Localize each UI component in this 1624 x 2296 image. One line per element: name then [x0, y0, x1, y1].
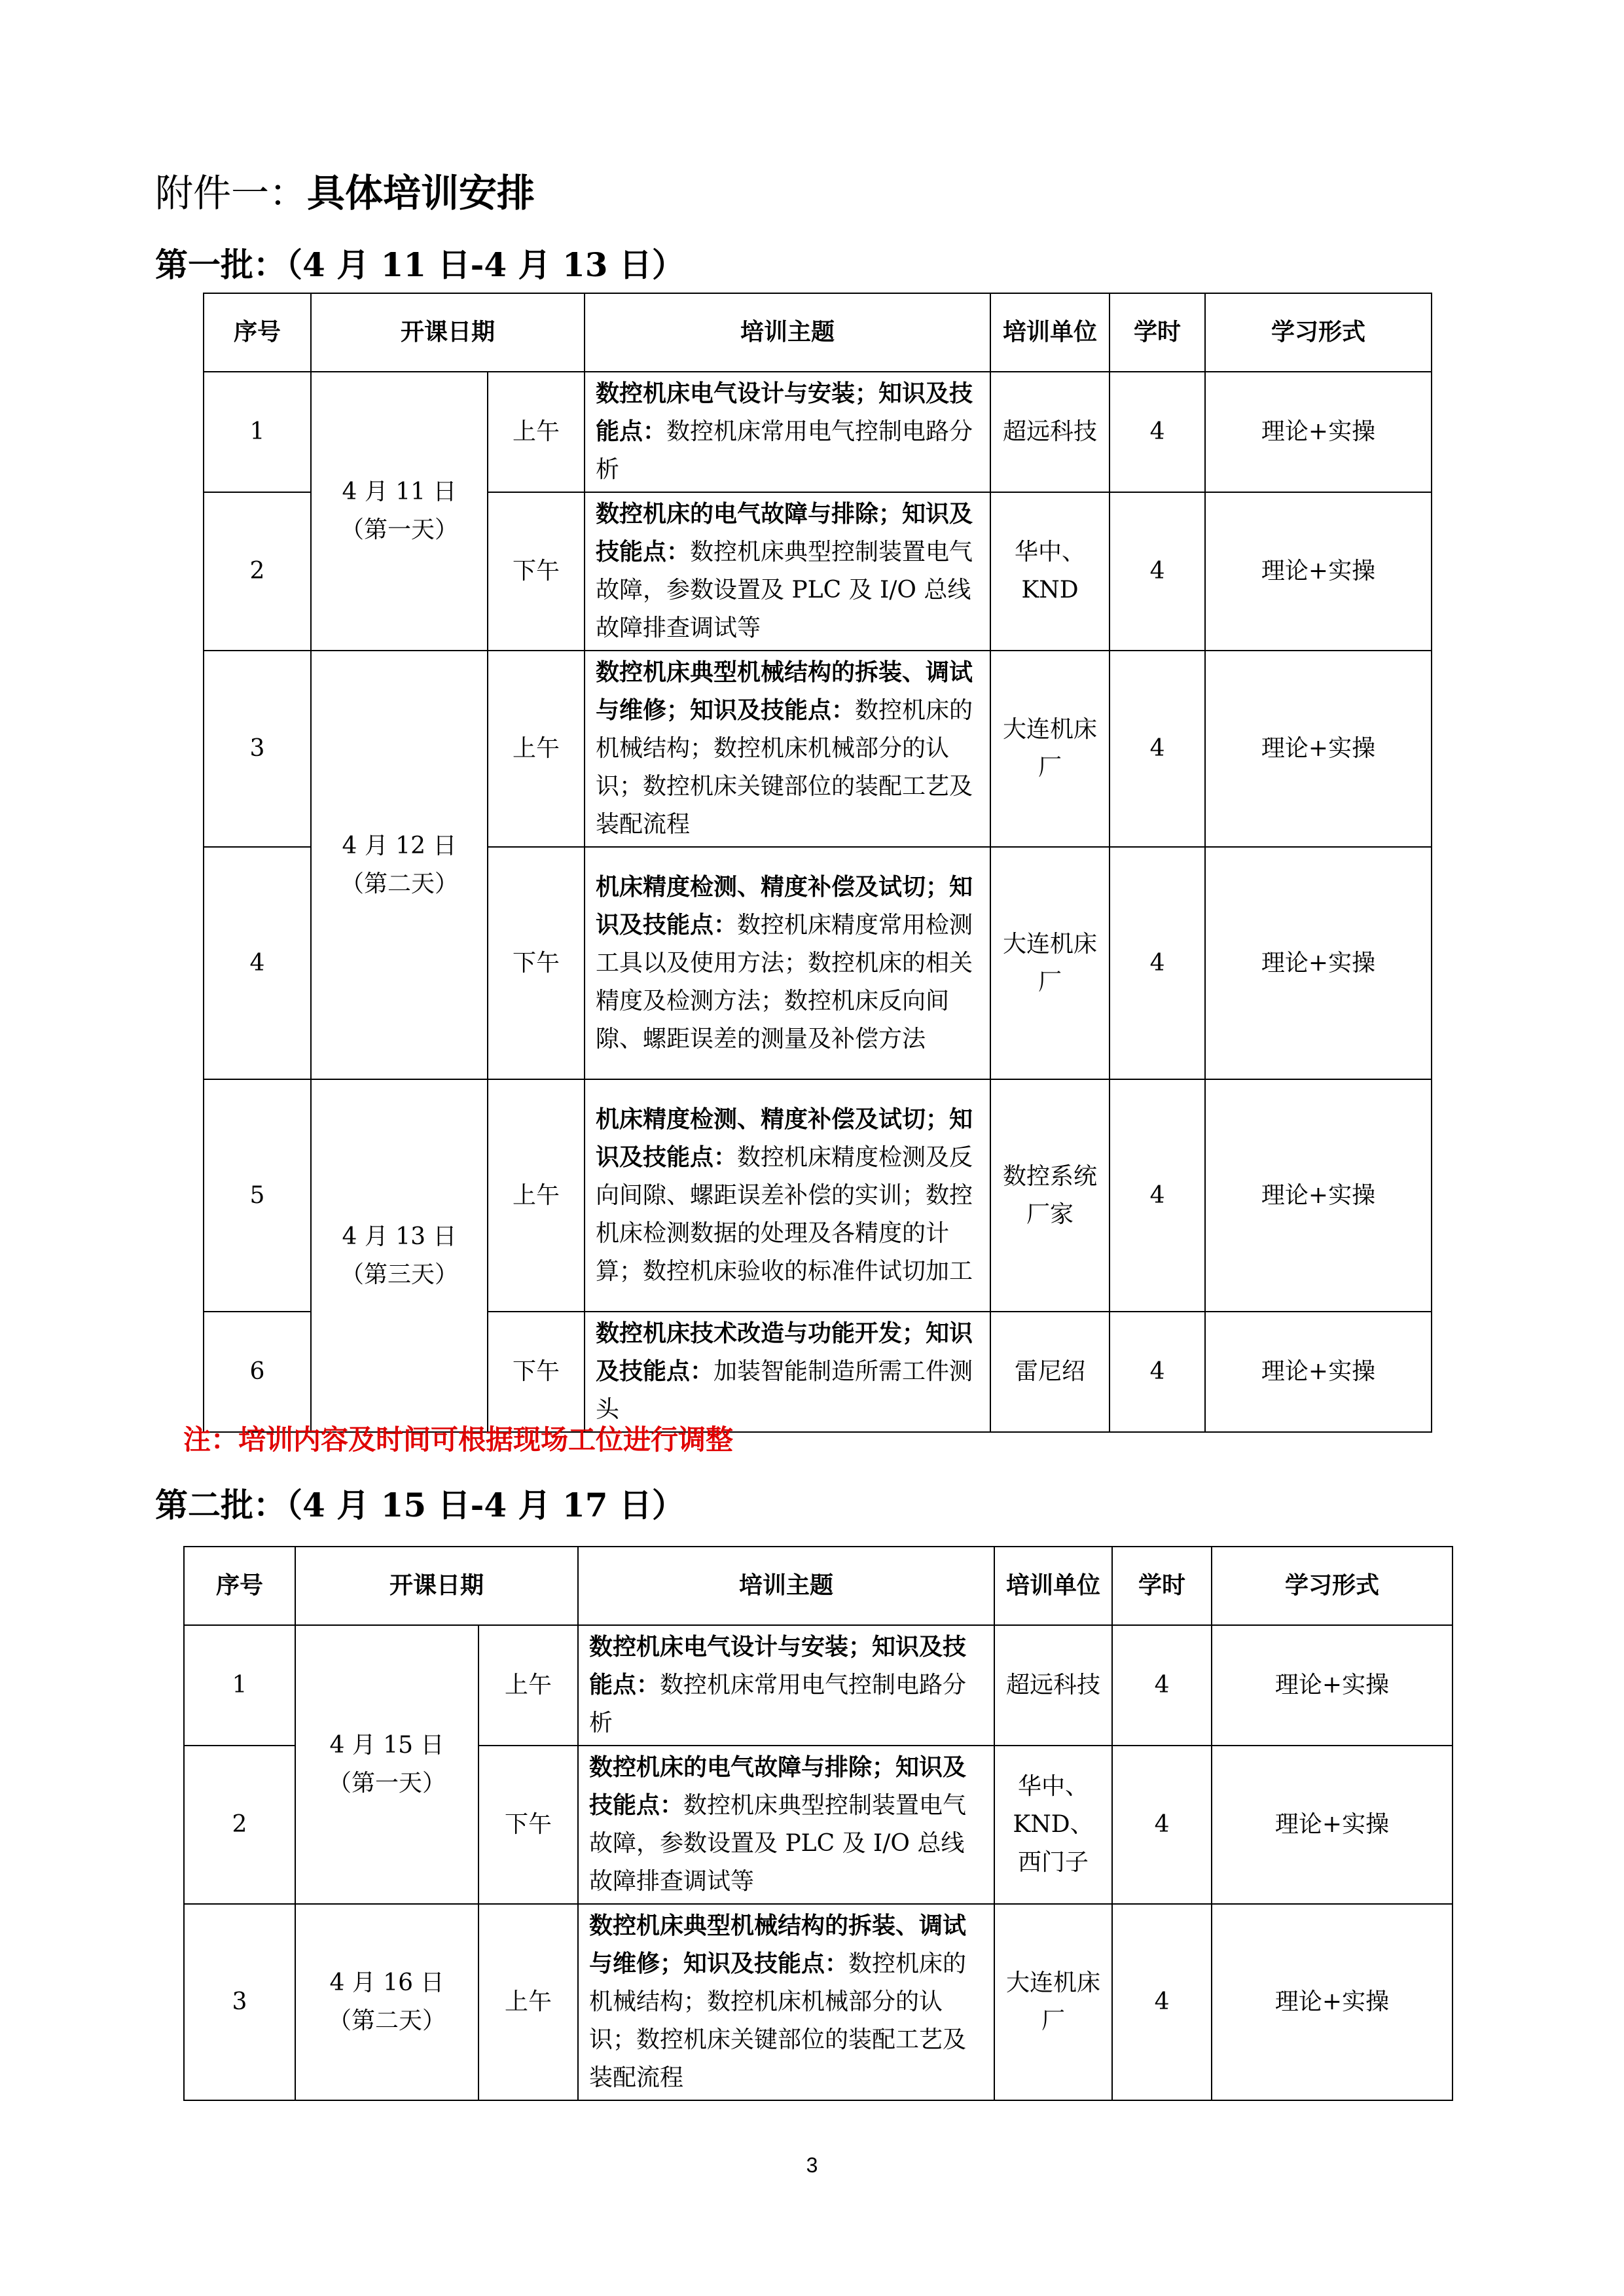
header-unit: 培训单位	[994, 1547, 1112, 1625]
form-cell: 理论+实操	[1212, 1625, 1453, 1746]
topic-kp: 数控机床的机械结构；数控机床机械部分的认识；数控机床关键部位的装配工艺及装配流程	[589, 1950, 967, 2091]
header-date: 开课日期	[295, 1547, 578, 1625]
day-label: （第二天）	[340, 870, 458, 897]
batch-1-name: 第一批：	[155, 245, 286, 284]
page-number: 3	[806, 2153, 818, 2177]
page-title	[155, 167, 535, 219]
header-date: 开课日期	[311, 293, 585, 372]
topic-title: 机床精度检测、精度补偿及试切；	[596, 873, 950, 901]
topic-kp: 加装智能制造所需工件测头	[596, 1358, 973, 1423]
hours-cell: 4	[1112, 1746, 1212, 1904]
hours-cell: 4	[1110, 1312, 1205, 1432]
row-no: 3	[184, 1904, 295, 2100]
unit-cell: 大连机床厂	[990, 847, 1110, 1079]
header-hours: 学时	[1110, 293, 1205, 372]
table-row	[204, 651, 1432, 847]
topic-cell	[585, 651, 990, 847]
table-row	[184, 1904, 1453, 2100]
period-cell: 上午	[488, 651, 585, 847]
hours-cell: 4	[1110, 651, 1205, 847]
topic-title: 数控机床的电气故障与排除；	[589, 1754, 896, 1781]
row-no: 3	[204, 651, 311, 847]
batch-1-dates: （4 月 11 日-4 月 13 日）	[286, 245, 685, 284]
date-cell	[295, 1625, 478, 1904]
topic-kp: 数控机床典型控制装置电气故障，参数设置及 PLC 及 I/O 总线故障排查调试等	[596, 539, 973, 641]
period-cell: 上午	[478, 1625, 578, 1746]
topic-kp: 数控机床精度常用检测工具以及使用方法；数控机床的相关精度及检测方法；数控机床反向间隙、螺距误差的测量及补偿方法	[596, 911, 973, 1052]
period-cell: 下午	[478, 1746, 578, 1904]
period-cell: 上午	[488, 372, 585, 492]
form-cell: 理论+实操	[1212, 1746, 1453, 1904]
hours-cell: 4	[1110, 372, 1205, 492]
title-main: 具体培训安排	[307, 171, 535, 215]
header-no: 序号	[184, 1547, 295, 1625]
form-cell: 理论+实操	[1212, 1904, 1453, 2100]
title-prefix: 附件一：	[155, 171, 308, 215]
topic-cell	[585, 492, 990, 651]
topic-title: 机床精度检测、精度补偿及试切；	[596, 1105, 950, 1133]
row-no: 2	[184, 1746, 295, 1904]
hours-cell: 4	[1110, 492, 1205, 651]
topic-kp: 数控机床常用电气控制电路分析	[589, 1672, 967, 1736]
batch-2-table	[183, 1546, 1453, 2101]
topic-cell	[585, 1312, 990, 1432]
row-no: 5	[204, 1079, 311, 1312]
topic-kp: 数控机床常用电气控制电路分析	[596, 418, 973, 483]
topic-kp-label: 知识及技能点：	[596, 873, 973, 939]
hours-cell: 4	[1112, 1625, 1212, 1746]
day-label: （第三天）	[340, 1261, 458, 1288]
hours-cell: 4	[1112, 1904, 1212, 2100]
form-cell: 理论+实操	[1205, 1079, 1432, 1312]
topic-cell	[585, 1079, 990, 1312]
topic-cell	[585, 847, 990, 1079]
period-cell: 下午	[488, 492, 585, 651]
header-no: 序号	[204, 293, 311, 372]
topic-kp-label: 知识及技能点：	[596, 380, 973, 445]
header-form: 学习形式	[1205, 293, 1432, 372]
table-row	[204, 372, 1432, 492]
batch-2-dates: （4 月 15 日-4 月 17 日）	[286, 1486, 685, 1524]
period-cell: 上午	[478, 1904, 578, 2100]
unit-cell: 雷尼绍	[990, 1312, 1110, 1432]
period-cell: 下午	[488, 847, 585, 1079]
row-no: 1	[204, 372, 311, 492]
unit-cell: 大连机床厂	[994, 1904, 1112, 2100]
date-label: 4 月 11 日	[342, 478, 457, 505]
topic-kp-label: 知识及技能点：	[589, 1634, 967, 1698]
topic-cell	[578, 1746, 994, 1904]
day-label: （第一天）	[340, 516, 458, 543]
topic-kp: 数控机床精度检测及反向间隙、螺距误差补偿的实训；数控机床检测数据的处理及各精度的计算；数控机床验收的标准件试切加工	[596, 1143, 973, 1285]
batch-2-heading	[155, 1482, 685, 1528]
row-no: 2	[204, 492, 311, 651]
period-cell: 上午	[488, 1079, 585, 1312]
unit-cell: 华中、KND、西门子	[994, 1746, 1112, 1904]
unit-cell: 华中、KND	[990, 492, 1110, 651]
batch-1-heading	[155, 242, 685, 288]
row-no: 1	[184, 1625, 295, 1746]
topic-kp-label: 知识及技能点：	[683, 1950, 849, 1977]
batch-1-table	[203, 293, 1432, 1433]
batch-2-name: 第二批：	[155, 1486, 286, 1524]
table-row	[204, 1079, 1432, 1312]
date-label: 4 月 16 日	[329, 1969, 444, 1996]
row-no: 4	[204, 847, 311, 1079]
date-label: 4 月 13 日	[342, 1223, 457, 1250]
hours-cell: 4	[1110, 847, 1205, 1079]
unit-cell: 数控系统厂家	[990, 1079, 1110, 1312]
hours-cell: 4	[1110, 1079, 1205, 1312]
period-cell: 下午	[488, 1312, 585, 1432]
date-cell	[311, 1079, 488, 1432]
date-cell	[311, 651, 488, 1079]
table-row	[184, 1625, 1453, 1746]
header-topic: 培训主题	[585, 293, 990, 372]
unit-cell: 超远科技	[994, 1625, 1112, 1746]
date-label: 4 月 12 日	[342, 832, 457, 859]
header-hours: 学时	[1112, 1547, 1212, 1625]
topic-kp-label: 知识及技能点：	[596, 1105, 973, 1171]
form-cell: 理论+实操	[1205, 492, 1432, 651]
topic-cell	[578, 1625, 994, 1746]
table-header-row	[184, 1547, 1453, 1625]
topic-kp: 数控机床的机械结构；数控机床机械部分的认识；数控机床关键部位的装配工艺及装配流程	[596, 697, 973, 838]
date-cell	[295, 1904, 478, 2100]
topic-cell	[585, 372, 990, 492]
header-form: 学习形式	[1212, 1547, 1453, 1625]
form-cell: 理论+实操	[1205, 1312, 1432, 1432]
topic-kp-label: 知识及技能点：	[690, 697, 856, 724]
adjustment-note: 注：培训内容及时间可根据现场工位进行调整	[183, 1424, 734, 1456]
date-cell	[311, 372, 488, 651]
table-header-row	[204, 293, 1432, 372]
topic-kp: 数控机床典型控制装置电气故障，参数设置及 PLC 及 I/O 总线故障排查调试等	[589, 1792, 967, 1895]
topic-title: 数控机床电气设计与安装；	[596, 380, 879, 407]
form-cell: 理论+实操	[1205, 372, 1432, 492]
header-unit: 培训单位	[990, 293, 1110, 372]
day-label: （第一天）	[327, 1770, 446, 1797]
row-no: 6	[204, 1312, 311, 1432]
unit-cell: 大连机床厂	[990, 651, 1110, 847]
topic-kp-label: 知识及技能点：	[596, 1320, 973, 1385]
header-topic: 培训主题	[578, 1547, 994, 1625]
date-label: 4 月 15 日	[329, 1732, 444, 1759]
topic-cell	[578, 1904, 994, 2100]
topic-title: 数控机床的电气故障与排除；	[596, 501, 903, 528]
topic-kp-label: 知识及技能点：	[589, 1754, 967, 1819]
unit-cell: 超远科技	[990, 372, 1110, 492]
topic-title: 数控机床典型机械结构的拆装、调试与维修；	[589, 1912, 967, 1977]
form-cell: 理论+实操	[1205, 651, 1432, 847]
form-cell: 理论+实操	[1205, 847, 1432, 1079]
topic-title: 数控机床典型机械结构的拆装、调试与维修；	[596, 659, 973, 724]
topic-title: 数控机床电气设计与安装；	[589, 1634, 873, 1660]
topic-title: 数控机床技术改造与功能开发；	[596, 1320, 926, 1347]
topic-kp-label: 知识及技能点：	[596, 501, 973, 565]
day-label: （第二天）	[327, 2007, 446, 2034]
